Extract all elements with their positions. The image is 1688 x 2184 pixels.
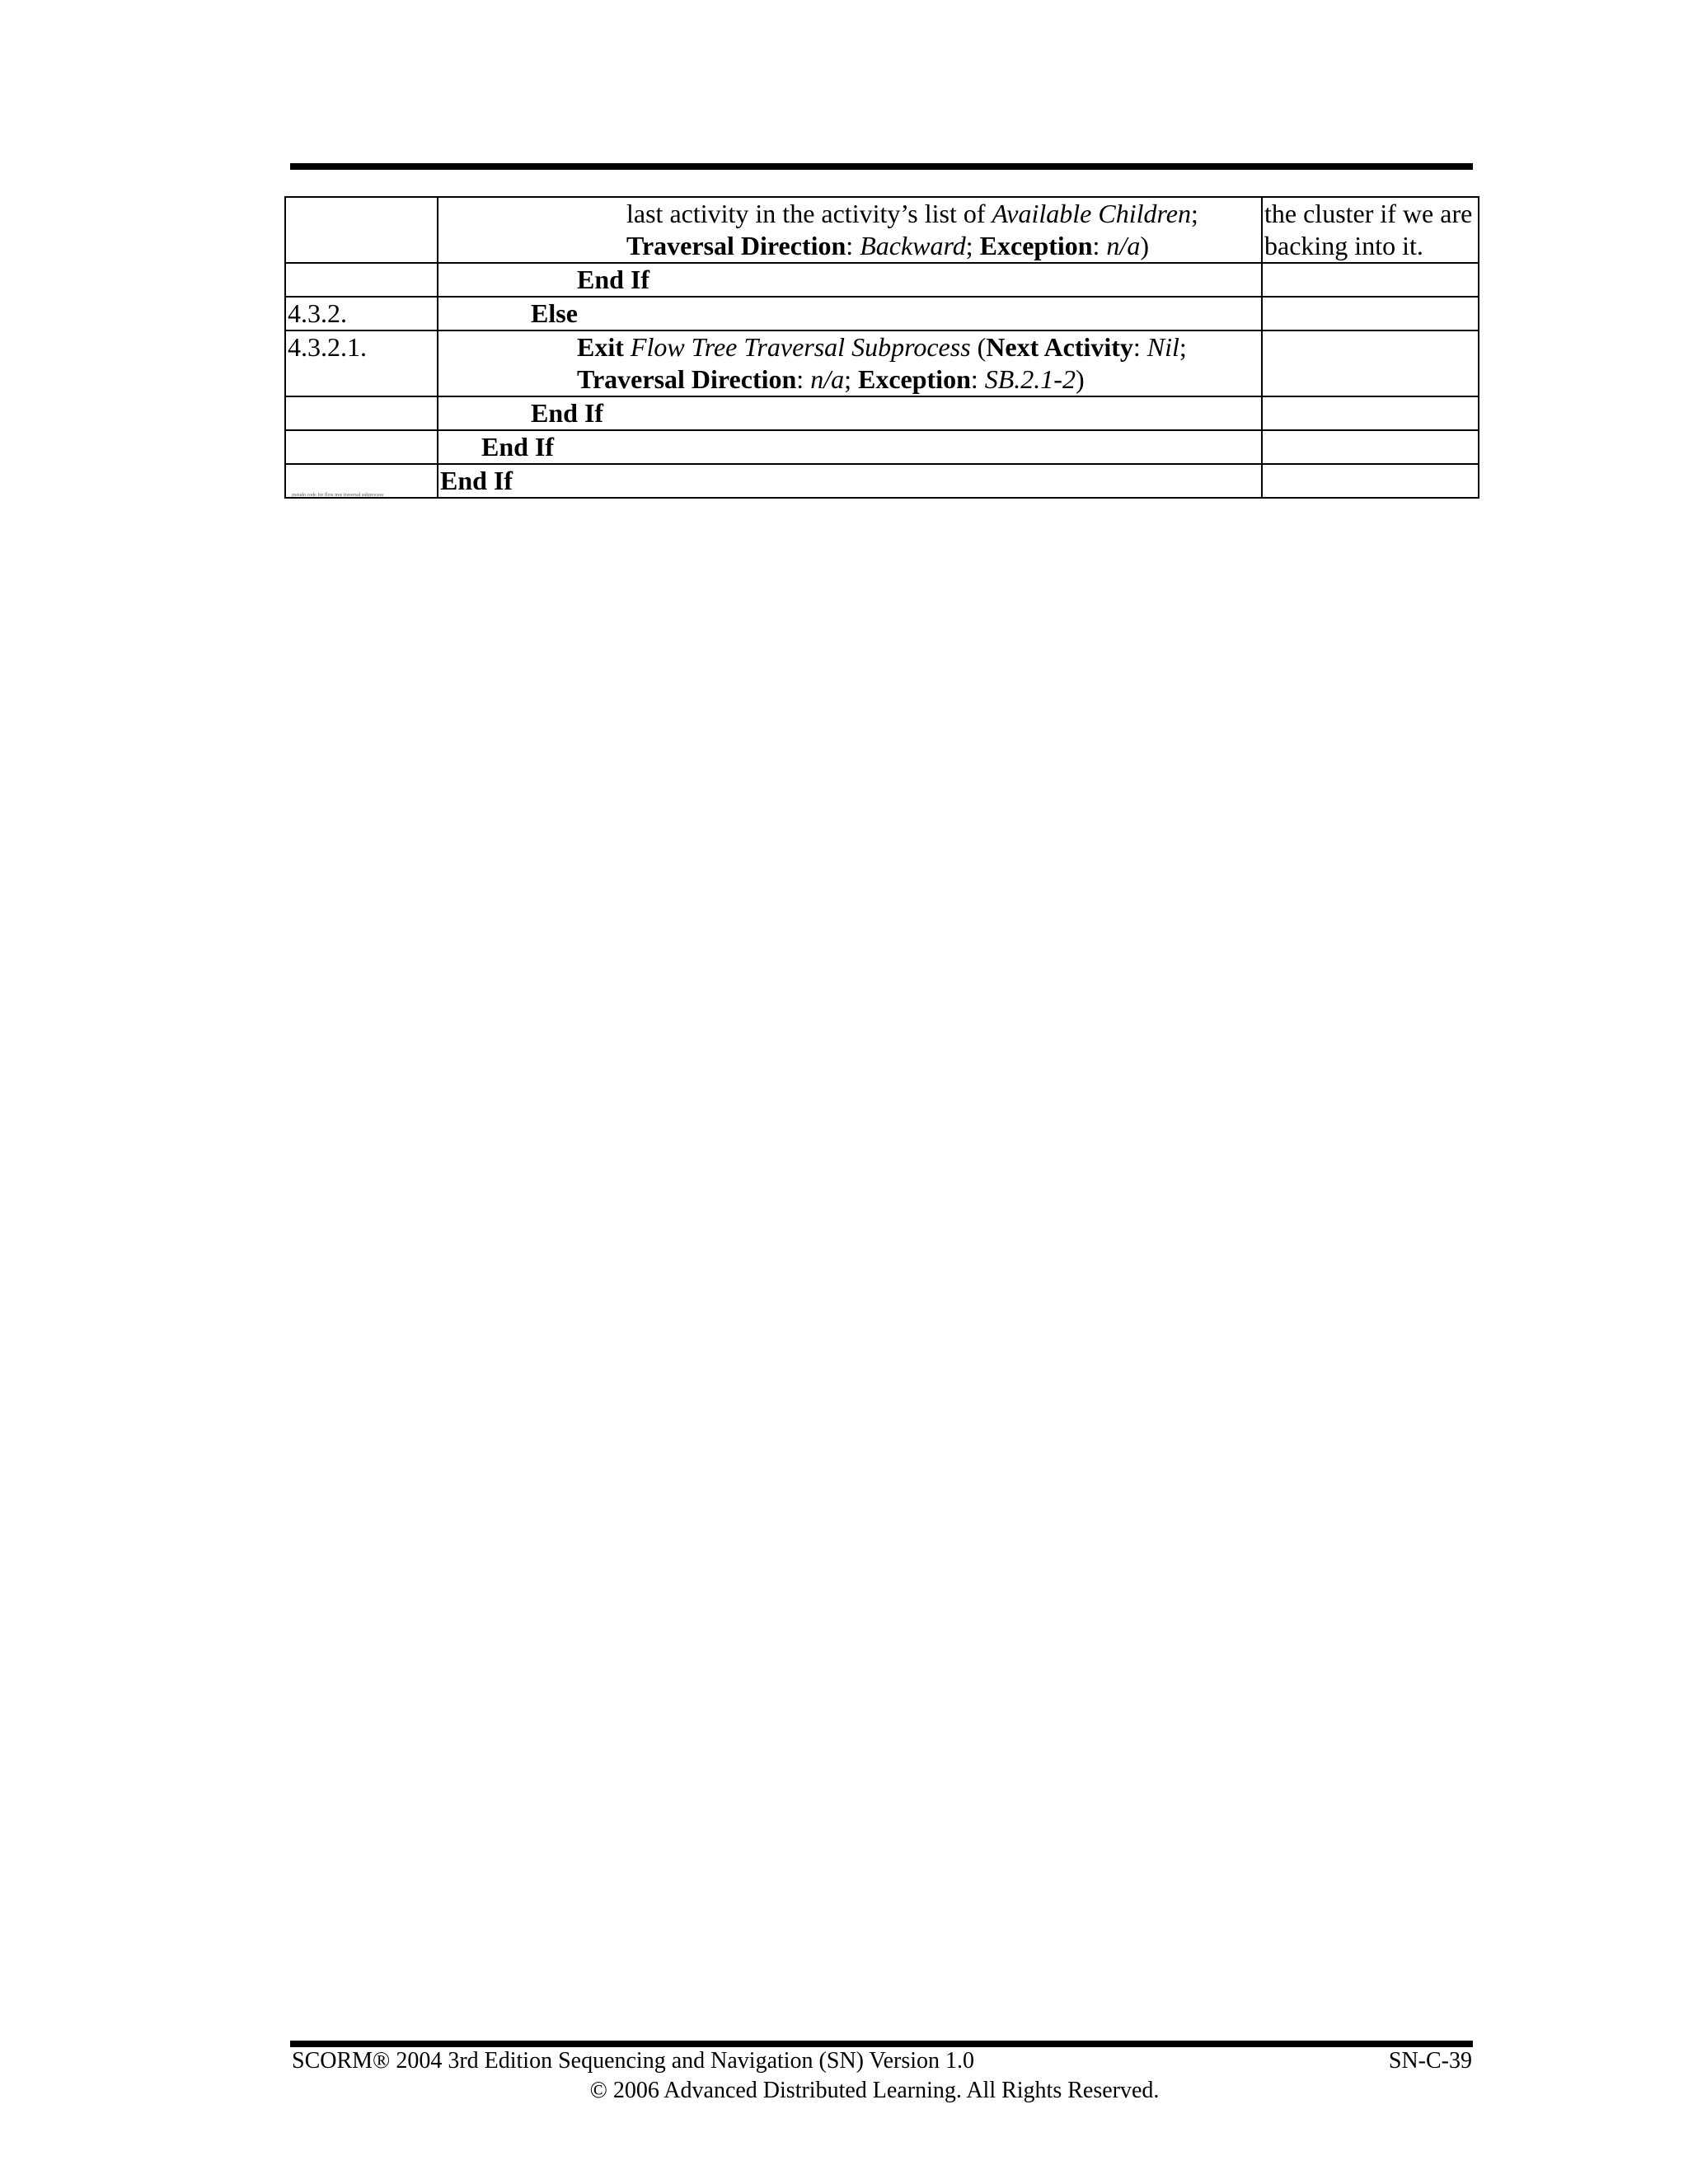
step-number xyxy=(285,263,438,297)
table-row xyxy=(285,396,1479,430)
table-row xyxy=(285,464,1479,498)
pseudo-code-cell: End If xyxy=(438,430,1262,464)
pseudo-code-cell: End If xyxy=(438,263,1262,297)
footer-rule xyxy=(290,2041,1473,2047)
note-cell xyxy=(1262,430,1479,464)
step-number xyxy=(285,396,438,430)
table-row xyxy=(285,330,1479,396)
code-line: Traversal Direction: Backward; Exception: n/a) xyxy=(626,231,1149,260)
note-line: the cluster if we are xyxy=(1264,199,1473,228)
header-rule xyxy=(290,163,1473,170)
pseudo-code-cell: End If xyxy=(438,396,1262,430)
note-cell xyxy=(1262,464,1479,498)
note-cell xyxy=(1262,297,1479,330)
note-cell xyxy=(1262,263,1479,297)
pseudo-code-cell xyxy=(438,197,1262,263)
table-row xyxy=(285,197,1479,263)
pseudo-code-cell xyxy=(438,330,1262,396)
pseudo-code-cell: Else xyxy=(438,297,1262,330)
footer-page-number: SN-C-39 xyxy=(1388,2048,1472,2074)
code-line: last activity in the activity’s list of Available Children; xyxy=(626,199,1198,228)
pseudo-code-table xyxy=(284,196,1479,499)
code-line: Traversal Direction: n/a; Exception: SB.2.1-2) xyxy=(577,364,1085,394)
step-number: 4.3.2. xyxy=(285,297,438,330)
table-row xyxy=(285,263,1479,297)
step-number xyxy=(285,430,438,464)
step-number: 4.3.2.1. xyxy=(285,330,438,396)
footer-document-title: SCORM® 2004 3rd Edition Sequencing and Navigation (SN) Version 1.0 xyxy=(292,2048,975,2074)
note-cell xyxy=(1262,330,1479,396)
footer-copyright-text: © 2006 Advanced Distributed Learning. All Rights Reserved. xyxy=(589,2078,1160,2103)
step-number xyxy=(285,197,438,263)
footer-copyright xyxy=(0,2077,1688,2105)
table-row xyxy=(285,297,1479,330)
table-row xyxy=(285,430,1479,464)
note-cell xyxy=(1262,197,1479,263)
code-line: Exit Flow Tree Traversal Subprocess (Next Activity: Nil; xyxy=(577,332,1187,362)
note-cell xyxy=(1262,396,1479,430)
note-line: backing into it. xyxy=(1264,231,1423,260)
table-caption: pseudo code for flow tree traversal subprocess xyxy=(292,493,384,498)
pseudo-code-cell: End If xyxy=(438,464,1262,498)
